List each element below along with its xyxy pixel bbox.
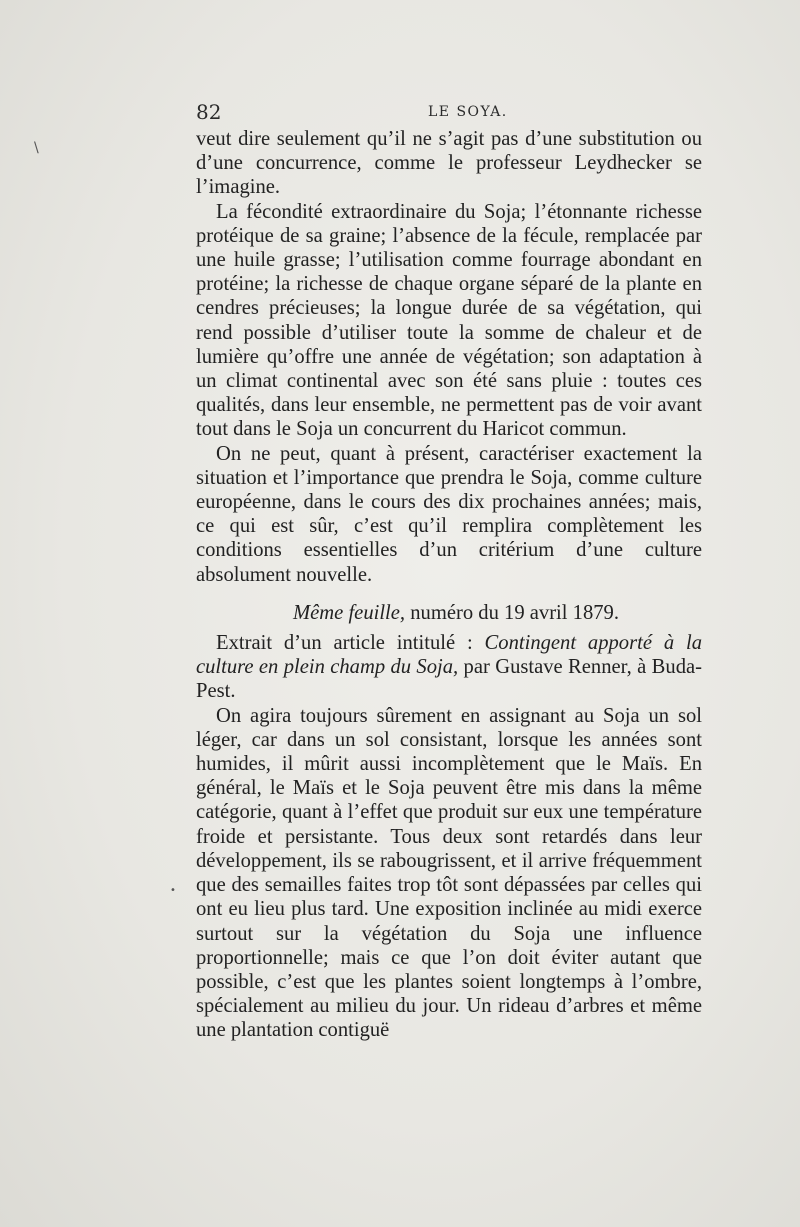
paragraph: La fécondité extraordinaire du Soja; l’étonnante richesse protéique de sa graine; l’absence de la fécule, remplacée par une huile grasse; l’utilisation comme fourrage abondant en protéine; la richesse de chaque organe séparé de la plante en cendres précieuses; la longue durée de sa végétation, qui rend possible d’utiliser toute la somme de chaleur et de lumière qu’offre une année de végétation; son adaptation à un climat continental avec son été sans pluie : toutes ces qualités, dans leur ensemble, ne permettent pas de voir avant tout dans le Soja un concurrent du Haricot commun. (196, 200, 702, 441)
margin-mark: \ (34, 140, 39, 156)
paragraph: On agira toujours sûrement en assignant au Soja un sol léger, car dans un sol consistant, lorsque les années sont humides, il mûrit aussi incomplètement que le Maïs. En général, le Maïs et le Soja peuvent être mis dans la même catégorie, quant à l’effet que produit sur eux une température froide et persistante. Tous deux sont retardés dans leur développement, ils se rabougrissent, et il arrive fréquemment que des semailles faites trop tôt sont dépassées par celles qui ont eu lieu plus tard. Une exposition inclinée au midi exerce surtout sur la végétation du Soja une influence proportionnelle; mais ce que l’on doit éviter autant que possible, c’est que les plantes soient longtemps à l’ombre, spécialement au milieu du jour. Un rideau d’arbres et même une plantation contiguë (196, 704, 702, 1042)
article-title: Contingent apporté à la culture en plein champ du Soja, (196, 632, 702, 679)
heading-text: numéro du 19 avril 1879. (405, 601, 619, 624)
text-run: Extrait d’un article intitulé : (216, 632, 485, 655)
running-head: LE SOYA. (428, 104, 508, 120)
heading-italic: Même feuille, (293, 601, 406, 624)
body-text (196, 127, 702, 1043)
paragraph: On ne peut, quant à présent, caractériser exactement la situation et l’importance que prendra le Soja, comme culture européenne, dans le cours des dix prochaines années; mais, ce qui est sûr, c’est qu’il remplira complètement les conditions essentielles d’un critérium d’une culture absolument nouvelle. (196, 442, 702, 586)
margin-mark: • (170, 885, 176, 896)
paragraph (196, 631, 702, 704)
page-number: 82 (196, 100, 222, 124)
paragraph: veut dire seulement qu’il ne s’agit pas d’une substitution ou d’une concurrence, comme le professeur Leydhecker se l’imagine. (196, 128, 702, 199)
page-header (196, 96, 702, 126)
section-heading (196, 601, 702, 625)
text-run: par Gustave Renner, à Buda-Pest. (196, 656, 702, 703)
